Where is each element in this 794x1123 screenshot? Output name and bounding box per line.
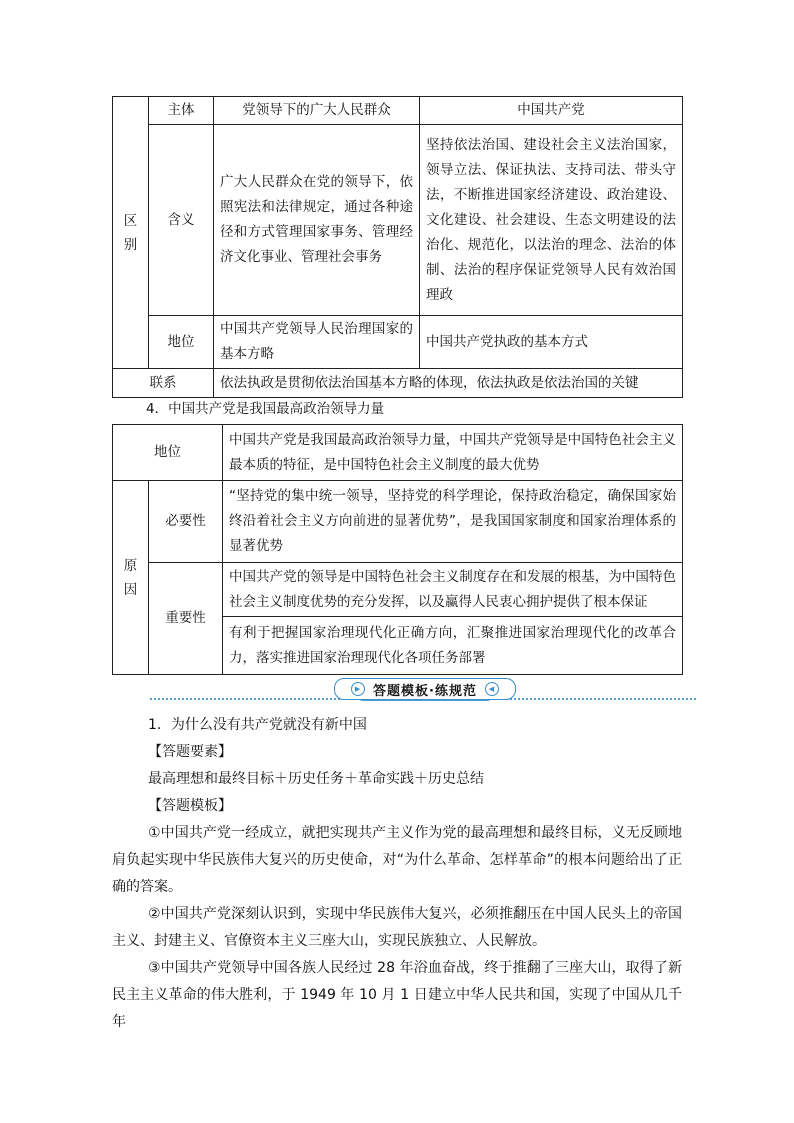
elements-heading: 【答题要素】 (148, 744, 232, 760)
table-row (113, 481, 683, 563)
paragraph-3: ③中国共产党领导中国各族人民经过 28 年浴血奋战，终于推翻了三座大山，取得了新民主主义革命的伟大胜利，于 1949 年 10 月 1 日建立中华人民共和国，实现了中国从几千年 (112, 960, 682, 1030)
cell-status-text: 中国共产党是我国最高政治领导力量，中国共产党领导是中国特色社会主义最本质的特征，是中国特色社会主义制度的最大优势 (223, 425, 683, 481)
group-label-reason: 原 因 (113, 481, 149, 675)
table-row (113, 97, 683, 125)
table-row (113, 316, 683, 369)
leadership-table (112, 424, 683, 675)
banner-title: 答题模板·练规范 (373, 683, 477, 699)
section-banner (150, 678, 696, 702)
cell-importance-text-1: 中国共产党的领导是中国特色社会主义制度存在和发展的根基，为中国特色社会主义制度优势的充分发挥，以及赢得人民衷心拥护提供了根本保证 (223, 563, 683, 617)
cell-party-meaning: 坚持依法治国、建设社会主义法治国家，领导立法、保证执法、支持司法、带头守法，不断推进国家经济建设、政治建设、文化建设、社会建设、生态文明建设的法治化、规范化，以法治的理念、法治的体制、法治的程序保证党领导人民有效治国理政 (420, 125, 683, 316)
header-subject: 主体 (149, 97, 214, 125)
template-heading: 【答题模板】 (148, 798, 232, 814)
question-title: 1．为什么没有共产党就没有新中国 (148, 717, 367, 733)
cell-masses-meaning: 广大人民群众在党的领导下，依照宪法和法律规定，通过各种途径和方式管理国家事务、管理经济文化事业、管理社会事务 (214, 125, 420, 316)
table-row (113, 369, 683, 398)
paragraph-1: ①中国共产党一经成立，就把实现共产主义作为党的最高理想和最终目标，义无反顾地肩负起实现中华民族伟大复兴的历史使命，对“为什么革命、怎样革命”的根本问题给出了正确的答案。 (112, 825, 682, 895)
row-label-status: 地位 (113, 425, 223, 481)
elements-text: 最高理想和最终目标＋历史任务＋革命实践＋历史总结 (148, 771, 484, 787)
header-party: 中国共产党 (420, 97, 683, 125)
table-row (113, 125, 683, 316)
play-right-icon: ▶ (351, 682, 365, 696)
row-label-meaning: 含义 (149, 125, 214, 316)
header-masses: 党领导下的广大人民群众 (214, 97, 420, 125)
cell-necessity-text: “坚持党的集中统一领导，坚持党的科学理论，保持政治稳定，确保国家始终沿着社会主义方向前进的显著优势”，是我国国家制度和国家治理体系的显著优势 (223, 481, 683, 563)
group-label-difference: 区 别 (113, 97, 149, 369)
cell-link-text: 依法执政是贯彻依法治国基本方略的体现，依法执政是依法治国的关键 (214, 369, 683, 398)
banner-label-box (334, 678, 516, 700)
section-title: 4．中国共产党是我国最高政治领导力量 (146, 401, 385, 417)
row-label-importance: 重要性 (149, 563, 223, 675)
paragraph-2: ②中国共产党深刻认识到，实现中华民族伟大复兴，必须推翻压在中国人民头上的帝国主义、封建主义、官僚资本主义三座大山，实现民族独立、人民解放。 (112, 906, 682, 949)
row-label-link: 联系 (113, 369, 214, 398)
row-label-necessity: 必要性 (149, 481, 223, 563)
comparison-table (112, 96, 683, 398)
cell-importance-text-2: 有利于把握国家治理现代化正确方向，汇聚推进国家治理现代化的改革合力，落实推进国家治理现代化各项任务部署 (223, 617, 683, 675)
play-left-icon: ◀ (485, 682, 499, 696)
row-label-status: 地位 (149, 316, 214, 369)
answer-template-content (112, 712, 682, 1036)
table-row (113, 425, 683, 481)
cell-party-status: 中国共产党执政的基本方式 (420, 316, 683, 369)
cell-masses-status: 中国共产党领导人民治理国家的基本方略 (214, 316, 420, 369)
table-row (113, 563, 683, 617)
